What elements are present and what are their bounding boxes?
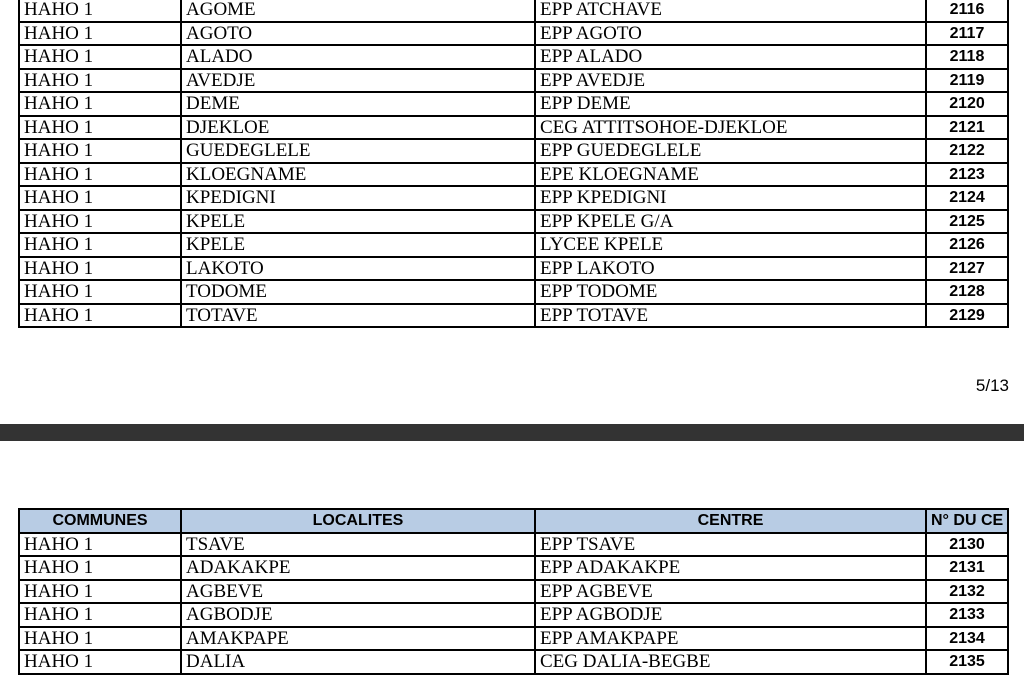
cell-centre: EPP LAKOTO <box>535 257 926 281</box>
cell-centre: EPP KPELE G/A <box>535 210 926 234</box>
cell-commune: HAHO 1 <box>19 304 181 328</box>
cell-commune: HAHO 1 <box>19 233 181 257</box>
cell-numero-ce: 2123 <box>926 163 1008 187</box>
header-localites: LOCALITES <box>181 509 535 533</box>
cell-numero-ce: 2120 <box>926 92 1008 116</box>
cell-numero-ce: 2134 <box>926 627 1008 651</box>
cell-commune: HAHO 1 <box>19 533 181 557</box>
cell-commune: HAHO 1 <box>19 280 181 304</box>
cell-localite: KPEDIGNI <box>181 186 535 210</box>
cell-centre: EPP TOTAVE <box>535 304 926 328</box>
cell-commune: HAHO 1 <box>19 163 181 187</box>
cell-localite: GUEDEGLELE <box>181 139 535 163</box>
cell-numero-ce: 2129 <box>926 304 1008 328</box>
cell-localite: KPELE <box>181 233 535 257</box>
table-row <box>19 556 1008 580</box>
table-row <box>19 580 1008 604</box>
table-row <box>19 257 1008 281</box>
cell-localite: TOTAVE <box>181 304 535 328</box>
cell-localite: AGBEVE <box>181 580 535 604</box>
cell-localite: DJEKLOE <box>181 116 535 140</box>
cell-centre: EPE KLOEGNAME <box>535 163 926 187</box>
cell-centre: EPP TSAVE <box>535 533 926 557</box>
cell-centre: CEG ATTITSOHOE-DJEKLOE <box>535 116 926 140</box>
cell-numero-ce: 2128 <box>926 280 1008 304</box>
table-row <box>19 163 1008 187</box>
cell-commune: HAHO 1 <box>19 116 181 140</box>
page-number: 5/13 <box>975 376 1009 395</box>
table-row <box>19 627 1008 651</box>
cell-commune: HAHO 1 <box>19 139 181 163</box>
centres-table-body <box>19 0 1008 327</box>
cell-localite: TSAVE <box>181 533 535 557</box>
cell-numero-ce: 2127 <box>926 257 1008 281</box>
header-row <box>19 509 1008 533</box>
cell-centre: LYCEE KPELE <box>535 233 926 257</box>
cell-numero-ce: 2130 <box>926 533 1008 557</box>
cell-numero-ce: 2124 <box>926 186 1008 210</box>
cell-commune: HAHO 1 <box>19 257 181 281</box>
cell-numero-ce: 2116 <box>926 0 1008 22</box>
cell-commune: HAHO 1 <box>19 186 181 210</box>
cell-numero-ce: 2135 <box>926 650 1008 674</box>
table-row <box>19 603 1008 627</box>
table-row <box>19 116 1008 140</box>
cell-commune: HAHO 1 <box>19 650 181 674</box>
cell-localite: AGOTO <box>181 22 535 46</box>
cell-localite: AMAKPAPE <box>181 627 535 651</box>
table-row <box>19 233 1008 257</box>
cell-centre: EPP AGBEVE <box>535 580 926 604</box>
table-row <box>19 650 1008 674</box>
table-row <box>19 304 1008 328</box>
cell-commune: HAHO 1 <box>19 22 181 46</box>
cell-commune: HAHO 1 <box>19 92 181 116</box>
table-row <box>19 0 1008 22</box>
cell-numero-ce: 2125 <box>926 210 1008 234</box>
cell-commune: HAHO 1 <box>19 603 181 627</box>
cell-commune: HAHO 1 <box>19 210 181 234</box>
cell-commune: HAHO 1 <box>19 627 181 651</box>
cell-localite: DEME <box>181 92 535 116</box>
cell-numero-ce: 2133 <box>926 603 1008 627</box>
cell-centre: CEG DALIA-BEGBE <box>535 650 926 674</box>
cell-commune: HAHO 1 <box>19 556 181 580</box>
cell-numero-ce: 2119 <box>926 69 1008 93</box>
cell-centre: EPP TODOME <box>535 280 926 304</box>
cell-centre: EPP DEME <box>535 92 926 116</box>
cell-localite: TODOME <box>181 280 535 304</box>
cell-localite: AVEDJE <box>181 69 535 93</box>
cell-centre: EPP AVEDJE <box>535 69 926 93</box>
cell-centre: EPP AGBODJE <box>535 603 926 627</box>
cell-localite: LAKOTO <box>181 257 535 281</box>
table-row <box>19 22 1008 46</box>
cell-commune: HAHO 1 <box>19 580 181 604</box>
cell-numero-ce: 2121 <box>926 116 1008 140</box>
centres-table-body <box>19 533 1008 674</box>
cell-localite: KPELE <box>181 210 535 234</box>
cell-commune: HAHO 1 <box>19 0 181 22</box>
table-row <box>19 186 1008 210</box>
cell-numero-ce: 2131 <box>926 556 1008 580</box>
centres-table-page-5 <box>18 0 1009 328</box>
cell-centre: EPP ADAKAKPE <box>535 556 926 580</box>
header-communes: COMMUNES <box>19 509 181 533</box>
cell-commune: HAHO 1 <box>19 69 181 93</box>
cell-numero-ce: 2118 <box>926 45 1008 69</box>
cell-centre: EPP ATCHAVE <box>535 0 926 22</box>
cell-numero-ce: 2126 <box>926 233 1008 257</box>
cell-centre: EPP ALADO <box>535 45 926 69</box>
cell-localite: ALADO <box>181 45 535 69</box>
cell-localite: AGOME <box>181 0 535 22</box>
table-row <box>19 210 1008 234</box>
cell-numero-ce: 2117 <box>926 22 1008 46</box>
cell-localite: KLOEGNAME <box>181 163 535 187</box>
cell-commune: HAHO 1 <box>19 45 181 69</box>
cell-localite: AGBODJE <box>181 603 535 627</box>
table-row <box>19 69 1008 93</box>
table-row <box>19 139 1008 163</box>
cell-centre: EPP AMAKPAPE <box>535 627 926 651</box>
table-row <box>19 45 1008 69</box>
cell-numero-ce: 2132 <box>926 580 1008 604</box>
page-divider <box>0 424 1024 441</box>
cell-numero-ce: 2122 <box>926 139 1008 163</box>
header-numero-ce: N° DU CE <box>926 509 1008 533</box>
table-row <box>19 533 1008 557</box>
cell-centre: EPP AGOTO <box>535 22 926 46</box>
cell-localite: DALIA <box>181 650 535 674</box>
table-row <box>19 92 1008 116</box>
cell-localite: ADAKAKPE <box>181 556 535 580</box>
table-row <box>19 280 1008 304</box>
centres-table-page-6 <box>18 508 1009 675</box>
cell-centre: EPP GUEDEGLELE <box>535 139 926 163</box>
header-centre: CENTRE <box>535 509 926 533</box>
cell-centre: EPP KPEDIGNI <box>535 186 926 210</box>
table-header <box>19 509 1008 533</box>
